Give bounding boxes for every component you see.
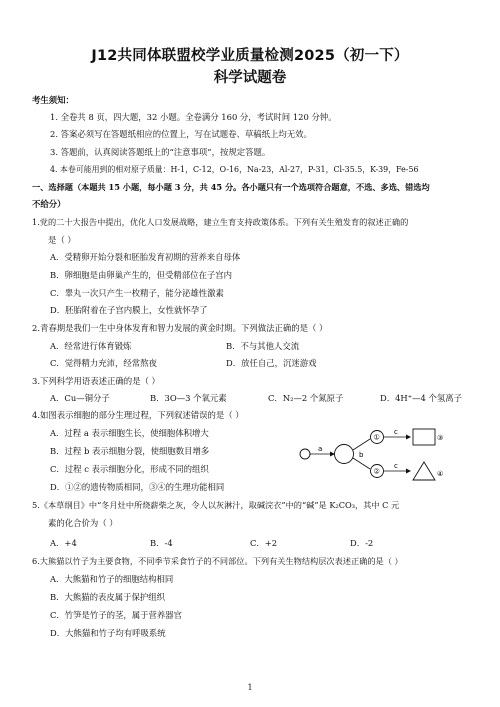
diagram-label-c: c <box>394 462 398 470</box>
option-d: D．-2 <box>350 538 374 548</box>
option-b: B．过程 b 表示细胞分裂，使细胞数目增多 <box>50 446 210 456</box>
option-d: D．大熊猫和竹子均有呼吸系统 <box>50 628 166 638</box>
diagram-label-b: b <box>359 451 364 459</box>
option-a: A．过程 a 表示细胞生长，使细胞体积增大 <box>50 428 209 438</box>
option-d: D．胚胎附着在子宫内膜上，女性就怀孕了 <box>50 305 208 315</box>
exam-subtitle: 科学试题卷 <box>213 70 287 86</box>
section-heading: 一、选择题（本题共 15 小题，每小题 3 分，共 45 分。各小题只有一个选项符合题意，不选、多选、错选均 <box>32 182 430 192</box>
option-a: A．大熊猫和竹子的细胞结构相同 <box>50 574 174 584</box>
section-heading: 不给分） <box>32 199 66 209</box>
option-b: B．不与其他人交流 <box>226 341 300 351</box>
option-c: C．+2 <box>250 538 278 548</box>
option-b: B．3O—3 个氧元素 <box>150 393 227 403</box>
option-b: B．大熊猫的表皮属于保护组织 <box>50 592 166 602</box>
cell-process-diagram <box>296 424 446 486</box>
notice-item: 4. 本卷可能用到的相对原子质量：H-1，C-12，O-16，Na-23，Al-27，P-31，Cl-35.5，K-39，Fe-56 <box>50 165 419 174</box>
diagram-label-2: ② <box>373 467 380 476</box>
notice-item: 1. 全卷共 8 页，四大题，32 小题。全卷满分 160 分，考试时间 120 分钟。 <box>50 112 337 122</box>
option-d: D．放任自己，沉迷游戏 <box>226 358 317 368</box>
question-stem: 素的化合价为（ ） <box>48 518 118 528</box>
option-b: B．-4 <box>150 538 173 548</box>
notice-heading: 考生须知： <box>32 95 74 105</box>
option-a: A．Cu—铜分子 <box>50 393 110 403</box>
notice-item: 3. 答题前，认真阅读答题纸上的“注意事项”，按规定答题。 <box>50 147 271 157</box>
question-stem: 1.党的二十大报告中提出，优化人口发展战略，建立生育支持政策体系。下列有关生殖发育的叙述正确的 <box>32 217 409 227</box>
option-c: C．竹笋是竹子的茎，属于营养器官 <box>50 610 183 620</box>
exam-title: J12共同体联盟校学业质量检测2025（初一下） <box>91 48 409 64</box>
diagram-label-3: ③ <box>437 434 444 442</box>
option-d: D．4H⁺—4 个氢离子 <box>380 393 463 403</box>
diagram-label-1: ① <box>373 433 380 442</box>
question-stem: 2.青春期是我们一生中身体发育和智力发展的黄金时期。下列做法正确的是（ ） <box>32 323 328 333</box>
diagram-label-4: ④ <box>437 470 444 478</box>
question-stem: 3.下列科学用语表述正确的是（ ） <box>32 376 160 386</box>
page-number: 1 <box>247 683 253 692</box>
diagram-label-a: a <box>318 445 323 453</box>
option-c: C．过程 c 表示细胞分化，形成不同的组织 <box>50 464 209 474</box>
option-c: C．N₂—2 个氮原子 <box>268 393 344 403</box>
diagram-label-c: c <box>394 428 398 436</box>
question-stem: 5.《本草纲目》中“冬月灶中所烧薪柴之灰，令人以灰淋汁，取碱浣衣”中的“碱”是 K₂CO₃，其中 C 元 <box>32 500 400 510</box>
option-c: C．睾丸一次只产生一枚精子，能分泌雄性激素 <box>50 288 224 298</box>
question-stem: 4.如图表示细胞的部分生理过程，下列叙述错误的是（ ） <box>32 410 244 420</box>
question-stem: 6.大熊猫以竹子为主要食物，不同季节采食竹子的不同部位。下列有关生物结构层次表述正确的是（ ） <box>32 556 403 566</box>
option-a: A．受精卵开始分裂和胚胎发育初期的营养来自母体 <box>50 252 241 262</box>
option-a: A．+4 <box>50 538 77 548</box>
notice-item: 2. 答案必须写在答题纸相应的位置上，写在试题卷、草稿纸上均无效。 <box>50 129 312 139</box>
option-c: C．觉得精力充沛，经常熬夜 <box>50 358 157 368</box>
option-a: A．经常进行体育锻炼 <box>50 341 132 351</box>
question-stem: 是（ ） <box>48 235 76 245</box>
option-d: D．①②的遗传物质相同，③④的生理功能相同 <box>50 482 225 492</box>
option-b: B．卵细胞是由卵巢产生的，但受精部位在子宫内 <box>50 270 233 280</box>
